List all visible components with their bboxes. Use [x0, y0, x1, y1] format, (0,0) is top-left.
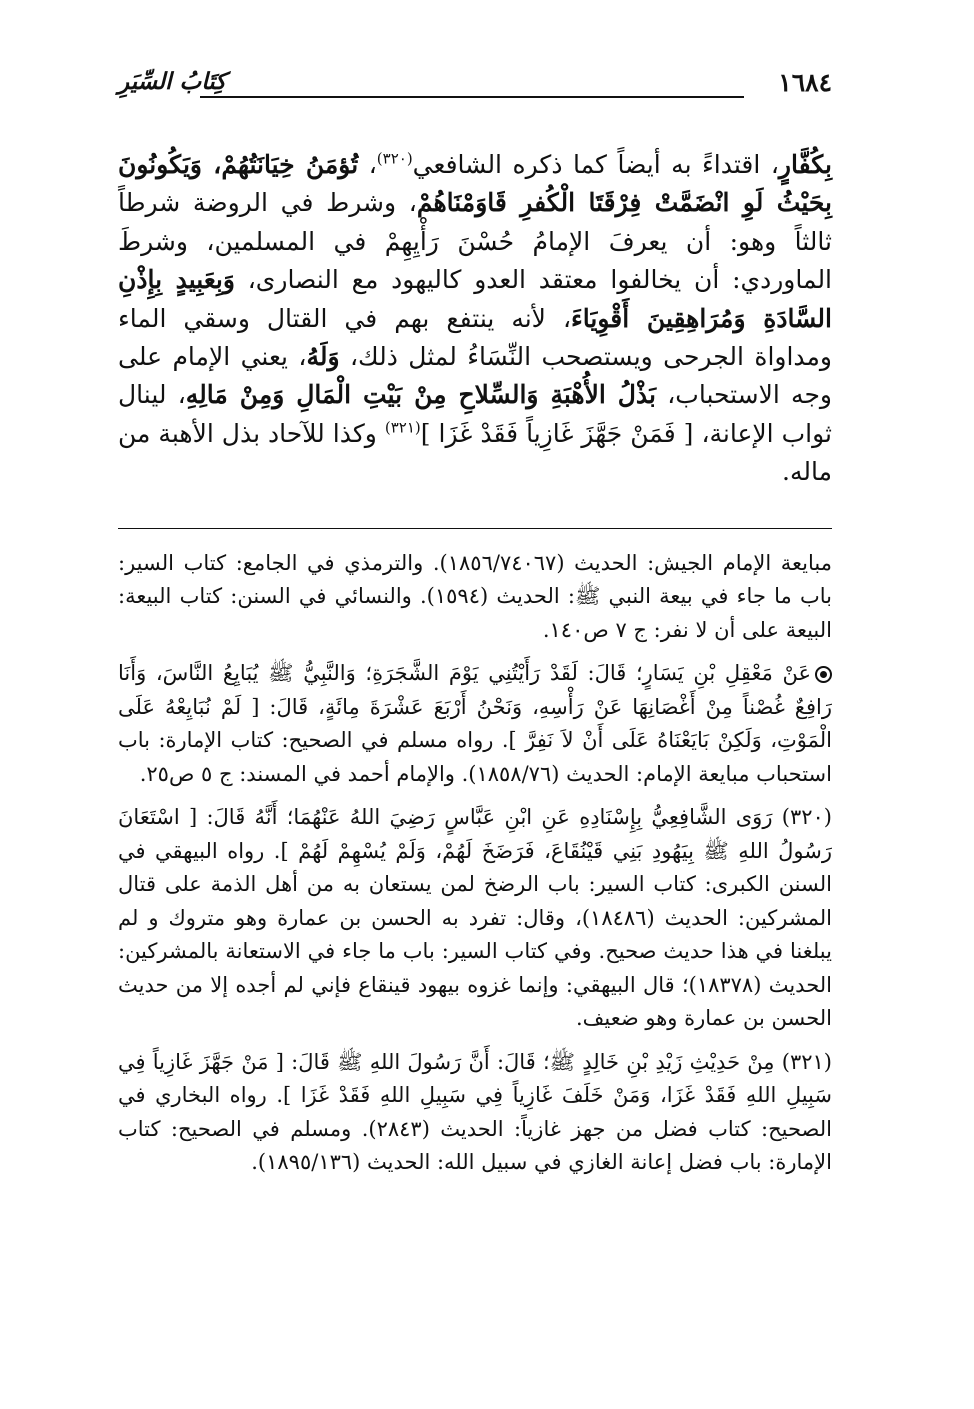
main-text	[118, 146, 832, 492]
sharh-text: ، لأنه ينتفع بهم في القتال وسقي الماء ومداواة الجرحى ويستصحب النِّسَاءُ لمثل ذلك،	[118, 303, 833, 372]
footnote-ref-321: (٣٢١)	[384, 418, 421, 437]
footnote-320	[118, 801, 832, 1036]
main-paragraph	[118, 146, 832, 492]
sharh-text: ، يعني الإمام على وجه الاستحباب،	[118, 342, 832, 410]
matn-text: تُؤمَنُ خِيَانَتُهُمْ، وَيَكُونُونَ بِحَيْثُ لَوِ انْضَمَّتْ فِرْقَتَا الْكُفرِ قَاوَمْنَاهُمْ	[118, 150, 832, 218]
footnote-321	[118, 1046, 832, 1180]
sharh-text: ،	[358, 150, 377, 179]
matn-text: بَذْلُ الأُهْبَةِ وَالسِّلاحِ مِنْ بَيْتِ الْمَالِ وَمِنْ مَالِهِ	[185, 380, 657, 410]
matn-text: وَلَهُ	[306, 342, 340, 372]
book-title: كِتَابُ السِّيَرِ	[118, 68, 227, 95]
book-page	[118, 60, 832, 1190]
footnotes	[118, 547, 832, 1180]
bullet-circle-icon	[815, 666, 832, 683]
footnote-ref-320: (٣٢٠)	[376, 149, 413, 168]
page-number: ١٦٨٤	[778, 68, 832, 97]
header-rule	[200, 96, 744, 98]
footnote-circle	[118, 657, 832, 791]
footnote-number: (٣٢٠)	[781, 805, 832, 830]
footnote-text: مِنْ حَدِيْثِ زَيْدِ بْنِ خَالِدٍ ﷺ؛ قَالَ: أَنَّ رَسُولَ اللهِ ﷺ قَالَ: [ مَنْ جَهَّزَ غَازِياً فِي سَبِيلِ اللهِ فَقَدْ غَزَا، وَمَنْ خَلَفَ غَازِياً فِي سَبِيلِ اللهِ فَقَدْ غَزَا ]. رواه البخاري في الصحيح: كتاب فضل من جهز غازياً: الحديث (٢٨٤٣). ومسلم في الصحيح: كتاب الإمارة: باب فضل إعانة الغازي في سبيل الله: الحديث (١٨٩٥/١٣٦).	[118, 1049, 832, 1175]
footnote-text: رَوَى الشَّافِعِيُّ بِإِسْنَادِهِ عَنِ ابْنِ عَبَّاسٍ رَضِيَ اللهُ عَنْهُمَا؛ أَنَّهُ قَالَ: [ اسْتَعَانَ رَسُولُ اللهِ ﷺ بِيَهُودِ بَنِي قَيْنُقَاعَ، فَرَضَخَ لَهُمْ، وَلَمْ يُسْهِمْ لَهُمْ ]. رواه البيهقي في السنن الكبرى: كتاب السير: باب الرضخ لمن يستعان به من أهل الذمة على قتال المشركين: الحديث (١٨٤٨٦)، وقال: تفرد به الحسن بن عمارة وهو متروك و لم يبلغنا في هذا حديث صحيح. وفي كتاب السير: باب ما جاء في الاستعانة بالمشركين: الحديث (١٨٣٧٨)؛ قال البيهقي: وإنما غزوه بيهود قينقاع فإني لم أجده إلا من حديث الحسن بن عمارة وهو ضعيف.	[118, 805, 832, 1031]
sharh-text: ، اقتداءً به أيضاً كما ذكره الشافعي	[412, 150, 779, 179]
footnote-rule	[118, 528, 832, 529]
page-header	[118, 60, 832, 104]
matn-text: بِكُفَّارٍ	[778, 150, 833, 179]
matn-text: وَبِعَبِيدٍ بِإِذْنِ السَّادَةِ وَمُرَاهِقِينَ أَقْوِيَاءَ	[118, 265, 832, 333]
sharh-text: ، لينال ثواب الإعانة، [ فَمَنْ جَهَّزَ غَازِياً فَقَدْ غَزَا ]	[118, 380, 832, 448]
footnote-circle-text: عَنْ مَعْقِلِ بْنِ يَسَارٍ؛ قَالَ: لَقَدْ رَأَيْتُنِي يَوْمَ الشَّجَرَةِ؛ وَالنَّبِيُّ ﷺ يُبَايِعُ النَّاسَ، وَأَنَا رَافِعٌ غُصْناً مِنْ أَغْصَانِهَا عَنْ رَأْسِهِ، وَنَحْنُ أَرْبَعَ عَشْرَةَ مِائَةٍ، قَالَ: [ لَمْ نُبَايِعْهُ عَلَى الْمَوْتِ، وَلَكِنْ بَايَعْنَاهُ عَلَى أَنْ لاَ نَفِرَّ ]. رواه مسلم في الصحيح: كتاب الإمارة: باب استحباب مبايعة الإمام: الحديث (١٨٥٨/٧٦). والإمام أحمد في المسند: ج ٥ ص٢٥.	[118, 661, 832, 786]
sharh-text: ، وشرط في الروضة شرطاً ثالثاً وهو: أن يعرفَ الإمامُ حُسْنَ رَأْيِهِمْ في المسلمين، وشرطَ الماوردي: أن يخالفوا معتقد العدو كاليهود مع النصارى،	[118, 188, 833, 295]
footnote-number: (٣٢١)	[781, 1049, 832, 1074]
sharh-text: وكذا للآحاد بذل الأهبة من ماله.	[118, 418, 832, 487]
footnote-continuation: مبايعة الإمام الجيش: الحديث (١٨٥٦/٧٤٠٦٧). والترمذي في الجامع: كتاب السير: باب ما جاء في بيعة النبي ﷺ: الحديث (١٥٩٤). والنسائي في السنن: كتاب البيعة: البيعة على أن لا نفر: ج ٧ ص١٤٠.	[118, 550, 832, 642]
